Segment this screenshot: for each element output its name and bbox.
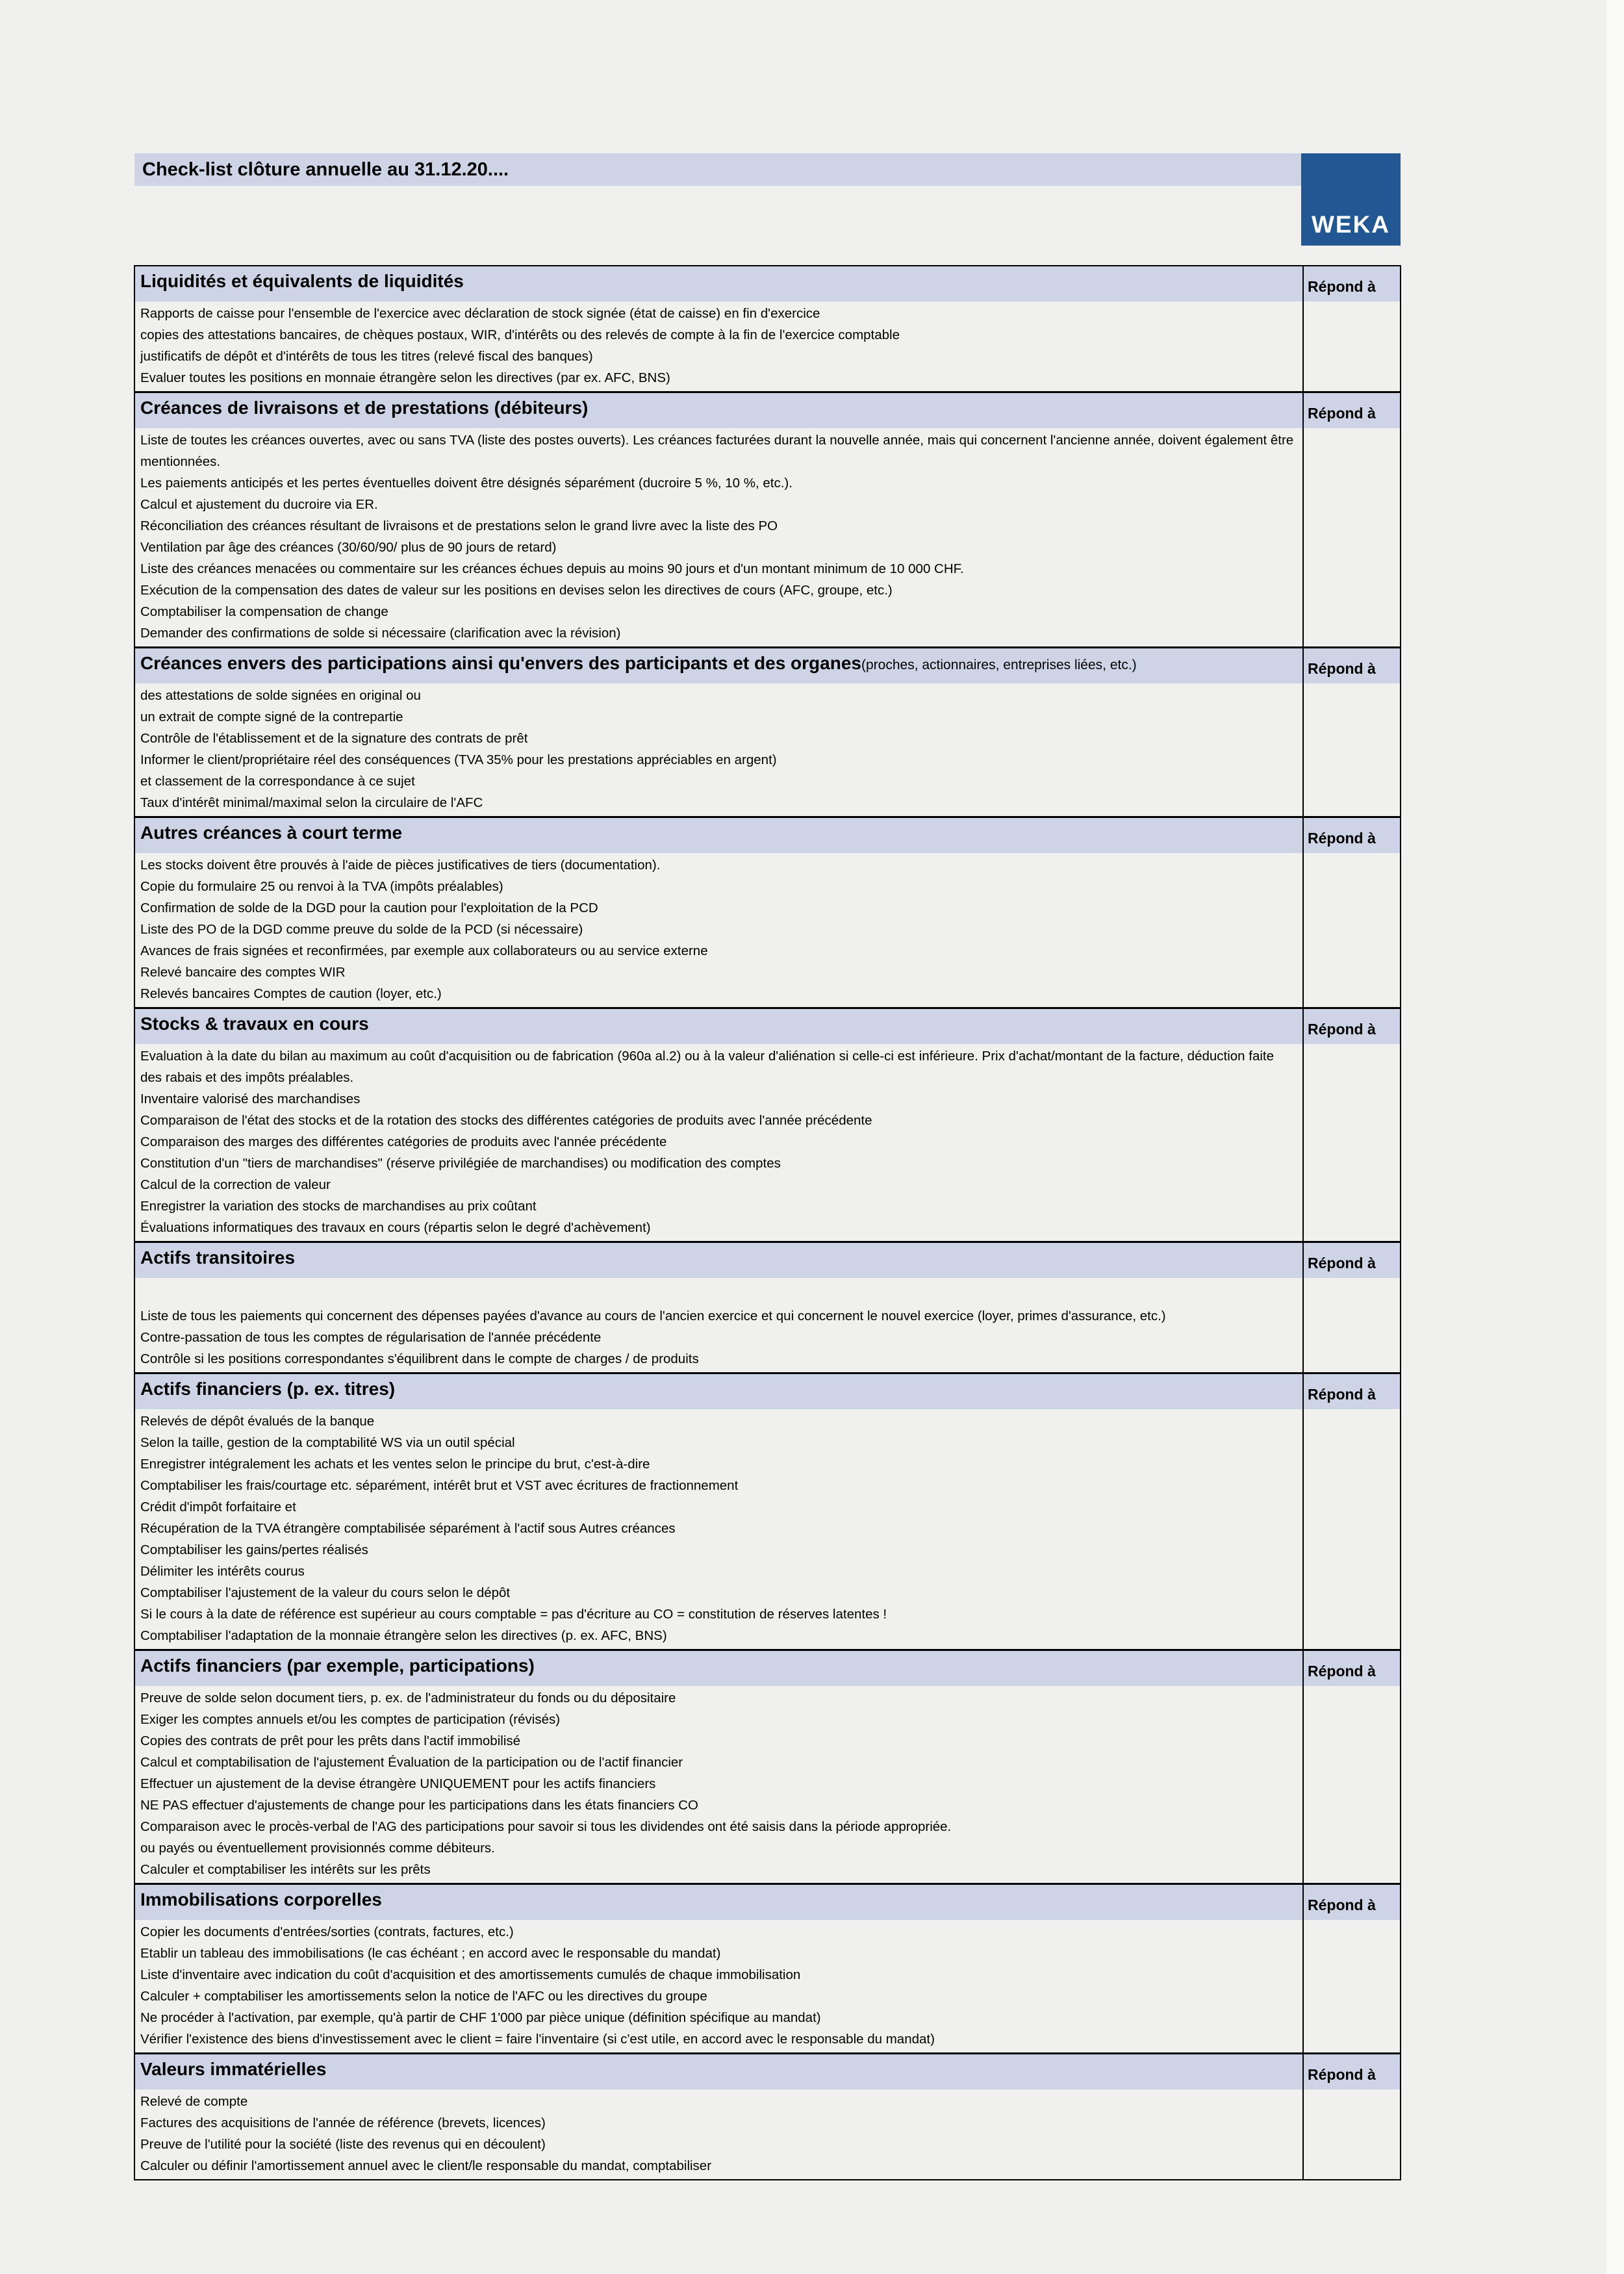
checklist-item: Demander des confirmations de solde si nécessaire (clarification avec la révision) — [140, 626, 621, 641]
section-title-cell — [135, 393, 1304, 428]
checklist-item: Les paiements anticipés et les pertes éventuelles doivent être désignés séparément (ducroire 5 %, 10 %, etc.). — [140, 476, 793, 491]
checklist-item: Récupération de la TVA étrangère comptabilisée séparément à l'actif sous Autres créances — [140, 1521, 676, 1536]
checklist-item — [140, 1279, 1296, 1305]
repond-a-answer-cell — [1304, 1409, 1400, 1649]
checklist-item: Etablir un tableau des immobilisations (le cas échéant ; en accord avec le responsable du mandat) — [140, 1946, 721, 1961]
checklist-item: Exiger les comptes annuels et/ou les comptes de participation (révisés) — [140, 1712, 561, 1727]
repond-a-header-cell — [1304, 1374, 1400, 1409]
repond-a-label: Répond à — [1308, 660, 1376, 677]
checklist-item: Enregistrer intégralement les achats et les ventes selon le principe du brut, c'est-à-dire — [140, 1457, 650, 1472]
section-title: Créances envers des participations ainsi qu'envers des participants et des organes — [140, 653, 861, 673]
weka-logo-text: WEKA — [1311, 211, 1391, 238]
repond-a-answer-cell — [1304, 1044, 1400, 1241]
checklist-item: Comptabiliser la compensation de change — [140, 604, 388, 619]
checklist-section — [135, 2052, 1400, 2179]
repond-a-label: Répond à — [1308, 1386, 1376, 1403]
checklist-item: Preuve de solde selon document tiers, p. ex. de l'administrateur du fonds ou du dépositaire — [140, 1691, 676, 1706]
repond-a-answer-cell — [1304, 301, 1400, 391]
checklist-item: Si le cours à la date de référence est supérieur au cours comptable = pas d'écriture au CO = constitution de réserves latentes ! — [140, 1607, 887, 1622]
page-edge — [1606, 0, 1624, 2274]
checklist-item: Copies des contrats de prêt pour les prêts dans l'actif immobilisé — [140, 1733, 521, 1748]
repond-a-header-cell — [1304, 1651, 1400, 1686]
checklist-section — [135, 646, 1400, 816]
section-items — [135, 2089, 1304, 2179]
section-title: Valeurs immatérielles — [140, 2059, 327, 2079]
checklist-item: Comparaison de l'état des stocks et de la rotation des stocks des différentes catégories de produits avec l'année précédente — [140, 1113, 872, 1128]
section-title: Actifs financiers (par exemple, participations) — [140, 1655, 535, 1676]
checklist-section — [135, 1372, 1400, 1649]
checklist-item: Relevés bancaires Comptes de caution (loyer, etc.) — [140, 986, 442, 1001]
section-title: Autres créances à court terme — [140, 823, 403, 843]
repond-a-header-cell — [1304, 1009, 1400, 1044]
checklist-item: Comptabiliser l'ajustement de la valeur du cours selon le dépôt — [140, 1585, 511, 1600]
checklist-item: Calcul de la correction de valeur — [140, 1177, 331, 1192]
checklist-item: Relevé de compte — [140, 2094, 248, 2109]
repond-a-answer-cell — [1304, 1920, 1400, 2052]
checklist-item: Comparaison des marges des différentes catégories de produits avec l'année précédente — [140, 1134, 667, 1149]
section-body — [135, 2089, 1400, 2179]
section-header — [135, 1651, 1400, 1686]
repond-a-answer-cell — [1304, 2089, 1400, 2179]
checklist-item: Confirmation de solde de la DGD pour la caution pour l'exploitation de la PCD — [140, 901, 598, 915]
repond-a-label: Répond à — [1308, 2066, 1376, 2083]
checklist-item: Taux d'intérêt minimal/maximal selon la circulaire de l'AFC — [140, 795, 483, 810]
checklist-item: Relevé bancaire des comptes WIR — [140, 965, 346, 980]
checklist-table — [134, 265, 1401, 2180]
checklist-item: Crédit d'impôt forfaitaire et — [140, 1500, 296, 1514]
checklist-item: Copier les documents d'entrées/sorties (contrats, factures, etc.) — [140, 1924, 514, 1939]
checklist-item: copies des attestations bancaires, de chèques postaux, WIR, d'intérêts ou des relevés de compte à la fin de l'exercice comptable — [140, 327, 900, 342]
section-items — [135, 1409, 1304, 1649]
checklist-item: Ventilation par âge des créances (30/60/90/ plus de 90 jours de retard) — [140, 540, 557, 555]
checklist-item: Avances de frais signées et reconfirmées, par exemple aux collaborateurs ou au service externe — [140, 943, 708, 958]
section-items — [135, 1044, 1304, 1241]
checklist-item: Ne procéder à l'activation, par exemple, qu'à partir de CHF 1'000 par pièce unique (définition spécifique au mandat) — [140, 2010, 821, 2025]
repond-a-answer-cell — [1304, 853, 1400, 1007]
checklist-section — [135, 1241, 1400, 1372]
section-title-cell — [135, 1885, 1304, 1920]
section-title: Immobilisations corporelles — [140, 1889, 382, 1910]
section-title-cell — [135, 1651, 1304, 1686]
repond-a-header-cell — [1304, 393, 1400, 428]
checklist-item: Contrôle si les positions correspondantes s'équilibrent dans le compte de charges / de produits — [140, 1351, 699, 1366]
checklist-item: Contrôle de l'établissement et de la signature des contrats de prêt — [140, 731, 528, 746]
checklist-item: Comptabiliser les frais/courtage etc. séparément, intérêt brut et VST avec écritures de fractionnement — [140, 1478, 739, 1493]
checklist-section — [135, 1883, 1400, 2052]
checklist-section — [135, 1007, 1400, 1241]
checklist-item: Les stocks doivent être prouvés à l'aide de pièces justificatives de tiers (documentation). — [140, 858, 661, 873]
checklist-item: Comparaison avec le procès-verbal de l'AG des participations pour savoir si tous les dividendes ont été saisis dans la période appropriée. — [140, 1819, 952, 1834]
section-title-cell — [135, 266, 1304, 301]
checklist-section — [135, 391, 1400, 646]
repond-a-answer-cell — [1304, 1686, 1400, 1883]
checklist-item: Calculer + comptabiliser les amortissements selon la notice de l'AFC ou les directives du groupe — [140, 1989, 707, 2004]
section-title: Liquidités et équivalents de liquidités — [140, 271, 464, 291]
checklist-item: Comptabiliser les gains/pertes réalisés — [140, 1542, 368, 1557]
section-body — [135, 428, 1400, 646]
section-items — [135, 853, 1304, 1007]
repond-a-label: Répond à — [1308, 405, 1376, 422]
repond-a-answer-cell — [1304, 428, 1400, 646]
checklist-item: Vérifier l'existence des biens d'investissement avec le client = faire l'inventaire (si c'est utile, en accord avec le responsable du mandat) — [140, 2032, 935, 2047]
section-title: Actifs financiers (p. ex. titres) — [140, 1379, 396, 1399]
section-body — [135, 1409, 1400, 1649]
section-title: Stocks & travaux en cours — [140, 1014, 369, 1034]
checklist-item: ou payés ou éventuellement provisionnés comme débiteurs. — [140, 1841, 495, 1856]
section-header — [135, 393, 1400, 428]
checklist-item: Comptabiliser l'adaptation de la monnaie étrangère selon les directives (p. ex. AFC, BNS) — [140, 1628, 667, 1643]
section-header — [135, 818, 1400, 853]
checklist-item: Calcul et ajustement du ducroire via ER. — [140, 497, 378, 512]
section-title-suffix: (proches, actionnaires, entreprises liées, etc.) — [861, 658, 1137, 672]
section-header — [135, 1009, 1400, 1044]
checklist-item: et classement de la correspondance à ce sujet — [140, 774, 415, 789]
section-header — [135, 648, 1400, 683]
section-items — [135, 428, 1304, 646]
repond-a-header-cell — [1304, 818, 1400, 853]
checklist-section — [135, 1649, 1400, 1883]
checklist-item: Calcul et comptabilisation de l'ajustement Évaluation de la participation ou de l'actif financier — [140, 1755, 683, 1770]
section-title: Actifs transitoires — [140, 1247, 296, 1268]
section-title-cell — [135, 1243, 1304, 1278]
checklist-item: Evaluer toutes les positions en monnaie étrangère selon les directives (par ex. AFC, BNS) — [140, 370, 670, 385]
section-items — [135, 1278, 1304, 1372]
page-title: Check-list clôture annuelle au 31.12.20.... — [142, 159, 509, 180]
checklist-section — [135, 266, 1400, 391]
checklist-item: des attestations de solde signées en original ou — [140, 688, 421, 703]
repond-a-label: Répond à — [1308, 1255, 1376, 1271]
checklist-item: Liste de tous les paiements qui concernent des dépenses payées d'avance au cours de l'ancien exercice et qui concernent le nouvel exercice (loyer, primes d'assurance, etc.) — [140, 1309, 1166, 1323]
checklist-item: Liste de toutes les créances ouvertes, avec ou sans TVA (liste des postes ouverts). Les créances facturées durant la nouvelle année, mais qui concernent l'ancienne année, doivent également être mentionnées. — [140, 433, 1294, 469]
section-body — [135, 1686, 1400, 1883]
checklist-item: Rapports de caisse pour l'ensemble de l'exercice avec déclaration de stock signée (état de caisse) en fin d'exercice — [140, 306, 820, 321]
checklist-item: Preuve de l'utilité pour la société (liste des revenus qui en découlent) — [140, 2137, 546, 2152]
checklist-item: Enregistrer la variation des stocks de marchandises au prix coûtant — [140, 1199, 537, 1214]
checklist-item: Inventaire valorisé des marchandises — [140, 1092, 361, 1106]
repond-a-header-cell — [1304, 266, 1400, 301]
section-header — [135, 1374, 1400, 1409]
repond-a-header-cell — [1304, 2054, 1400, 2089]
repond-a-answer-cell — [1304, 683, 1400, 816]
checklist-item: Relevés de dépôt évalués de la banque — [140, 1414, 375, 1429]
weka-logo — [1301, 153, 1401, 246]
checklist-item: Evaluation à la date du bilan au maximum au coût d'acquisition ou de fabrication (960a al.2) ou à la valeur d'aliénation si celle-ci est inférieure. Prix d'achat/montant de la facture, déduction faite des rabais et des impôts préalables. — [140, 1049, 1275, 1085]
checklist-item: Exécution de la compensation des dates de valeur sur les positions en devises selon les directives de cours (AFC, groupe, etc.) — [140, 583, 893, 598]
checklist-item: NE PAS effectuer d'ajustements de change pour les participations dans les états financiers CO — [140, 1798, 698, 1813]
section-body — [135, 301, 1400, 391]
section-body — [135, 853, 1400, 1007]
section-body — [135, 1044, 1400, 1241]
repond-a-header-cell — [1304, 1885, 1400, 1920]
repond-a-label: Répond à — [1308, 1021, 1376, 1038]
checklist-item: Réconciliation des créances résultant de livraisons et de prestations selon le grand livre avec la liste des PO — [140, 518, 778, 533]
checklist-item: Calculer et comptabiliser les intérêts sur les prêts — [140, 1862, 431, 1877]
repond-a-header-cell — [1304, 1243, 1400, 1278]
repond-a-label: Répond à — [1308, 278, 1376, 295]
checklist-item: Évaluations informatiques des travaux en cours (répartis selon le degré d'achèvement) — [140, 1220, 651, 1235]
section-header — [135, 2054, 1400, 2089]
checklist-item: justificatifs de dépôt et d'intérêts de tous les titres (relevé fiscal des banques) — [140, 349, 593, 364]
checklist-item: Liste d'inventaire avec indication du coût d'acquisition et des amortissements cumulés de chaque immobilisation — [140, 1967, 801, 1982]
section-title-cell — [135, 1009, 1304, 1044]
title-bar — [134, 153, 1304, 186]
checklist-item: Délimiter les intérêts courus — [140, 1564, 305, 1579]
section-body — [135, 1920, 1400, 2052]
repond-a-label: Répond à — [1308, 1897, 1376, 1913]
section-body — [135, 1278, 1400, 1372]
section-header — [135, 1885, 1400, 1920]
repond-a-label: Répond à — [1308, 1663, 1376, 1680]
checklist-item: Informer le client/propriétaire réel des conséquences (TVA 35% pour les prestations appréciables en argent) — [140, 752, 777, 767]
section-title-cell — [135, 1374, 1304, 1409]
section-title-cell — [135, 648, 1304, 683]
checklist-item: Selon la taille, gestion de la comptabilité WS via un outil spécial — [140, 1435, 515, 1450]
section-items — [135, 683, 1304, 816]
section-title-cell — [135, 818, 1304, 853]
checklist-item: Factures des acquisitions de l'année de référence (brevets, licences) — [140, 2115, 546, 2130]
section-header — [135, 266, 1400, 301]
checklist-item: Effectuer un ajustement de la devise étrangère UNIQUEMENT pour les actifs financiers — [140, 1776, 656, 1791]
checklist-item: Calculer ou définir l'amortissement annuel avec le client/le responsable du mandat, comptabiliser — [140, 2158, 712, 2173]
repond-a-label: Répond à — [1308, 830, 1376, 847]
section-body — [135, 683, 1400, 816]
checklist-section — [135, 816, 1400, 1007]
checklist-item: Constitution d'un "tiers de marchandises" (réserve privilégiée de marchandises) ou modification des comptes — [140, 1156, 781, 1171]
section-items — [135, 1686, 1304, 1883]
checklist-item: Copie du formulaire 25 ou renvoi à la TVA (impôts préalables) — [140, 879, 503, 894]
section-header — [135, 1243, 1400, 1278]
checklist-item: Contre-passation de tous les comptes de régularisation de l'année précédente — [140, 1330, 602, 1345]
checklist-item: un extrait de compte signé de la contrepartie — [140, 709, 403, 724]
repond-a-answer-cell — [1304, 1278, 1400, 1372]
section-title-cell — [135, 2054, 1304, 2089]
repond-a-header-cell — [1304, 648, 1400, 683]
section-items — [135, 1920, 1304, 2052]
checklist-item: Liste des PO de la DGD comme preuve du solde de la PCD (si nécessaire) — [140, 922, 583, 937]
section-items — [135, 301, 1304, 391]
checklist-item: Liste des créances menacées ou commentaire sur les créances échues depuis au moins 90 jours et d'un montant minimum de 10 000 CHF. — [140, 561, 964, 576]
section-title: Créances de livraisons et de prestations (débiteurs) — [140, 398, 589, 418]
